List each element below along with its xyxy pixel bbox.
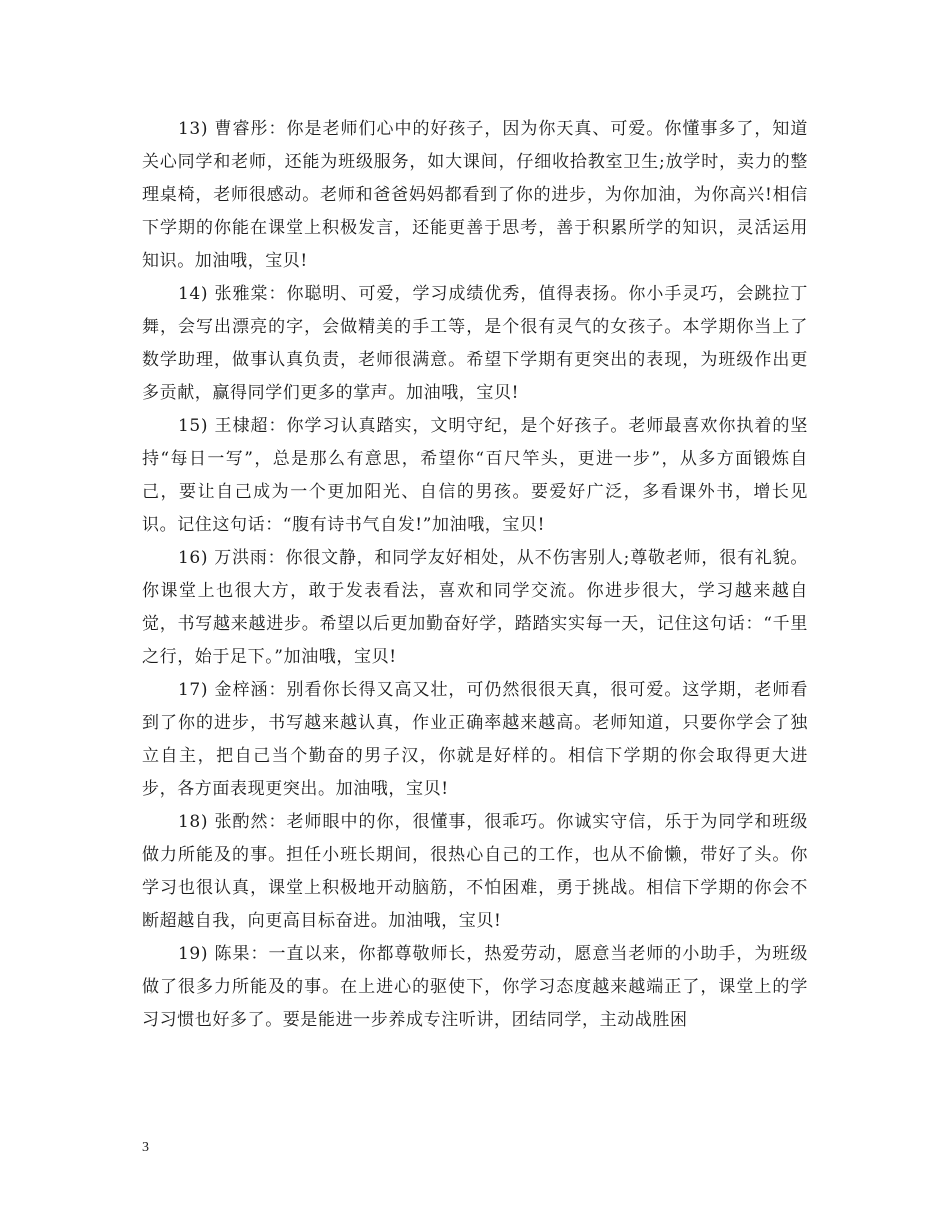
comment-paragraph-19: 19) 陈果：一直以来，你都尊敬师长，热爱劳动，愿意当老师的小助手，为班级做了很多力所能及的事。在上进心的驱使下，你学习态度越来越端正了，课堂上的学习习惯也好多了。要是能进一步养成专注听讲，团结同学，主动战胜困 (142, 944, 808, 1030)
comment-paragraph-17: 17) 金梓涵：别看你长得又高又壮，可仍然很很天真，很可爱。这学期，老师看到了你的进步，书写越来越认真，作业正确率越来越高。老师知道，只要你学会了独立自主，把自己当个勤奋的男子汉，你就是好样的。相信下学期的你会取得更大进步，各方面表现更突出。加油哦，宝贝! (142, 680, 808, 799)
comment-paragraph-18: 18) 张酌然：老师眼中的你，很懂事，很乖巧。你诚实守信，乐于为同学和班级做力所能及的事。担任小班长期间，很热心自己的工作，也从不偷懒，带好了头。你学习也很认真，课堂上积极地开动脑筋，不怕困难，勇于挑战。相信下学期的你会不断超越自我，向更高目标奋进。加油哦，宝贝! (142, 812, 808, 931)
comment-paragraph-13: 13) 曹睿彤：你是老师们心中的好孩子，因为你天真、可爱。你懂事多了，知道关心同学和老师，还能为班级服务，如大课间，仔细收拾教室卫生;放学时，卖力的整理桌椅，老师很感动。老师和爸爸妈妈都看到了你的进步，为你加油，为你高兴!相信下学期的你能在课堂上积极发言，还能更善于思考，善于积累所学的知识，灵活运用知识。加油哦，宝贝! (142, 119, 808, 271)
comment-paragraph-15: 15) 王棣超：你学习认真踏实，文明守纪，是个好孩子。老师最喜欢你执着的坚持“每日一写”，总是那么有意思，希望你“百尺竿头，更进一步”，从多方面锻炼自己，要让自己成为一个更加阳光、自信的男孩。要爱好广泛，多看课外书，增长见识。记住这句话：“腹有诗书气自发!”加油哦，宝贝! (142, 416, 808, 535)
page-number: 3 (142, 1140, 149, 1155)
comment-paragraph-16: 16) 万洪雨：你很文静，和同学友好相处，从不伤害别人;尊敬老师，很有礼貌。你课堂上也很大方，敢于发表看法，喜欢和同学交流。你进步很大，学习越来越自觉，书写越来越进步。希望以后更加勤奋好学，踏踏实实每一天，记住这句话：“千里之行，始于足下。”加油哦，宝贝! (142, 548, 808, 667)
document-body (142, 113, 808, 1037)
comment-paragraph-14: 14) 张雅棠：你聪明、可爱，学习成绩优秀，值得表扬。你小手灵巧，会跳拉丁舞，会写出漂亮的字，会做精美的手工等，是个很有灵气的女孩子。本学期你当上了数学助理，做事认真负责，老师很满意。希望下学期有更突出的表现，为班级作出更多贡献，赢得同学们更多的掌声。加油哦，宝贝! (142, 284, 808, 403)
